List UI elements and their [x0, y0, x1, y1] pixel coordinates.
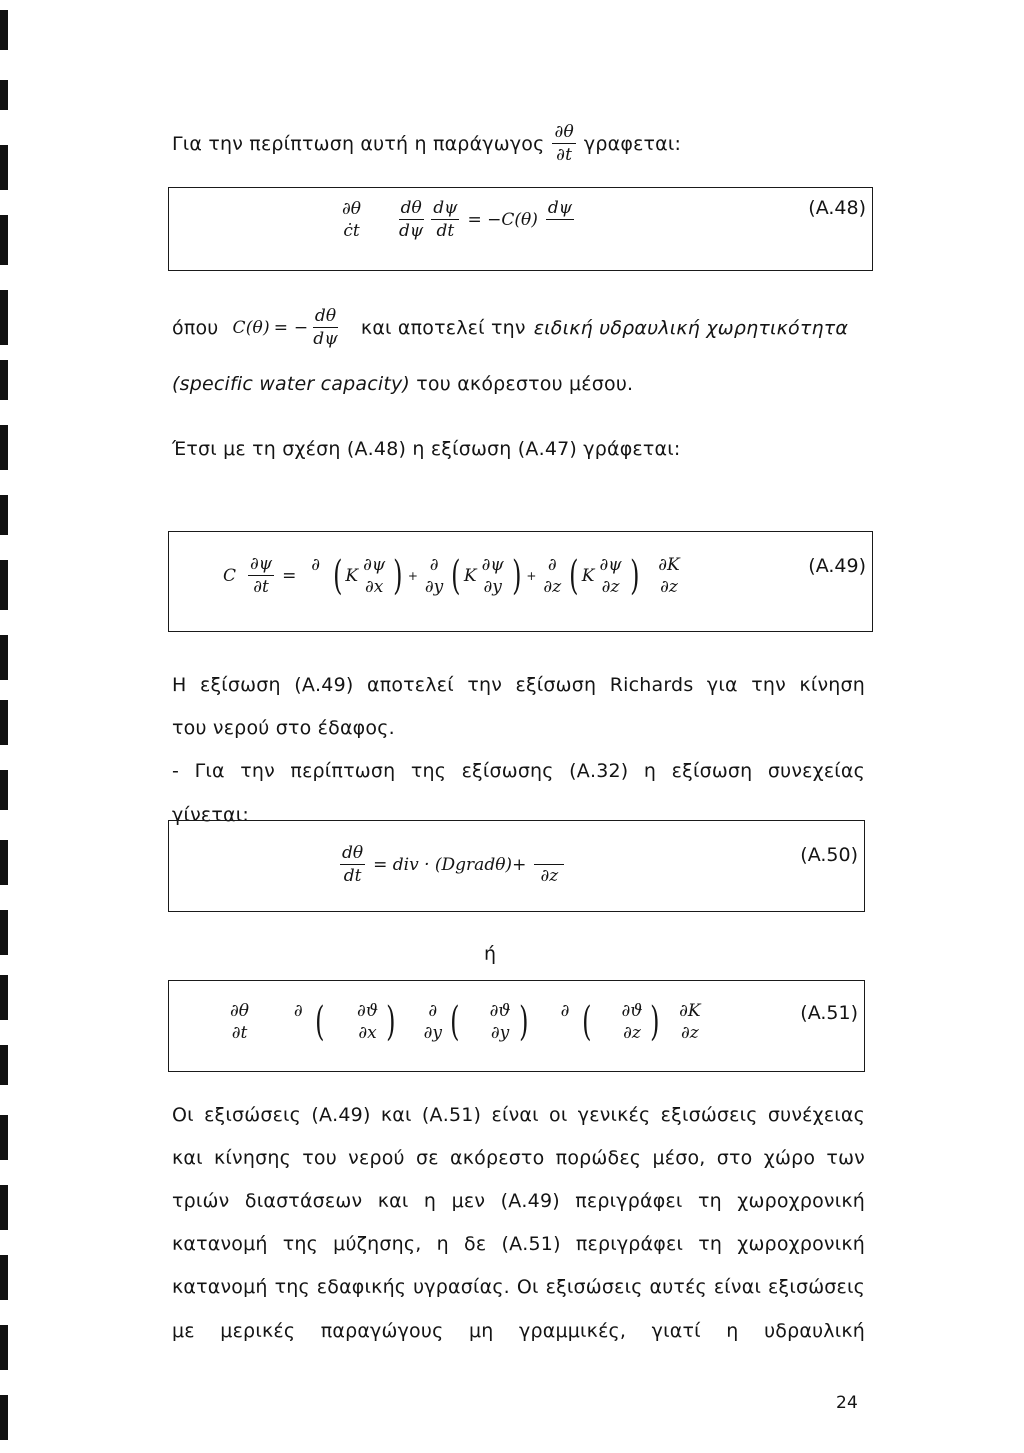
- scan-edge-bar: [0, 1395, 8, 1440]
- specific-text: του ακόρεστου μέσου.: [416, 373, 634, 395]
- scan-edge-bar: [0, 1325, 8, 1370]
- conductivity-symbol: K: [463, 565, 477, 586]
- paragraph-line-4: κατανομή της μύζησης, η δε (Α.51) περιγράφει τη χωροχρονική: [172, 1233, 865, 1255]
- paren-open: (: [450, 999, 460, 1045]
- fraction: [304, 555, 326, 597]
- case-line-1: - Για την περίπτωση της εξίσωσης (Α.32) η εξίσωση συνεχείας: [172, 760, 865, 782]
- specific-line: [172, 372, 633, 396]
- fraction-numerator: dθ: [342, 843, 364, 863]
- fraction: [546, 198, 574, 241]
- paren-open: (: [315, 999, 325, 1045]
- fraction-denominator: ∂x: [364, 576, 384, 597]
- specific-term: (specific water capacity): [172, 373, 411, 395]
- scan-edge-bar: [0, 840, 8, 885]
- paragraph-line-6: με μερικές παραγώγους μη γραμμικές, γιατί η υδραυλική: [172, 1320, 865, 1342]
- fraction-numerator: dθ: [314, 306, 337, 326]
- equation-a50: [337, 843, 567, 886]
- scan-edge-bar: [0, 425, 8, 470]
- scan-edge-bar: [0, 1045, 8, 1085]
- fraction-numerator: ∂: [293, 1001, 303, 1021]
- paren-close: ): [629, 552, 640, 599]
- fraction-denominator: ∂y: [424, 576, 444, 597]
- paren-close: ): [386, 999, 396, 1045]
- scan-edge-bar: [0, 360, 8, 400]
- fraction: [431, 198, 459, 241]
- fraction: [554, 1001, 576, 1043]
- fraction-denominator: ∂z: [680, 1023, 699, 1043]
- scan-edge-bar: [0, 215, 8, 265]
- fraction: [534, 843, 564, 886]
- fraction-numerator: ∂: [547, 554, 557, 575]
- scan-edge-bar: [0, 560, 8, 610]
- fraction: [422, 1001, 444, 1043]
- fraction-numerator: dψ: [433, 198, 458, 218]
- case-line-2: γίνεται:: [172, 804, 249, 826]
- fraction-numerator: ∂: [560, 1001, 570, 1021]
- equation-a49: [223, 554, 685, 597]
- paren-close: ): [650, 999, 660, 1045]
- fraction: [488, 1001, 513, 1043]
- fraction-denominator: dt: [343, 866, 362, 886]
- fraction-numerator: ∂θ: [554, 122, 574, 142]
- fraction: [287, 1001, 309, 1043]
- intro-line: [172, 122, 681, 165]
- thus-line: Έτσι με τη σχέση (Α.48) η εξίσωση (Α.47) γράφεται:: [172, 438, 681, 460]
- fraction-denominator: ∂t: [231, 1023, 248, 1043]
- fraction: [397, 198, 425, 241]
- fraction-denominator: ∂t: [556, 145, 573, 165]
- scan-edge-bar: [0, 290, 8, 345]
- equation-a51: [225, 1001, 706, 1043]
- equation-box-a51: [168, 980, 865, 1072]
- fraction: [656, 555, 682, 597]
- fraction-denominator: ∂z: [623, 1023, 641, 1043]
- scan-edge-bar: [0, 145, 8, 190]
- fraction-numerator: ∂: [311, 554, 320, 575]
- fraction: [620, 1001, 645, 1043]
- scan-edge-bar: [0, 1255, 8, 1300]
- equation-operator: = div · (Dgradθ)+: [373, 854, 527, 875]
- fraction: [677, 1001, 703, 1043]
- fraction-denominator: ċt: [343, 220, 360, 241]
- equation-box-a50: [168, 820, 865, 912]
- conductivity-symbol: K: [345, 565, 359, 586]
- fraction-denominator: ∂x: [358, 1023, 377, 1043]
- scan-edge-bar: [0, 910, 8, 955]
- paren-close: ): [518, 999, 529, 1045]
- fraction-denominator: dψ: [399, 221, 424, 241]
- equation-number: (A.49): [808, 555, 866, 577]
- equation-operator: = −: [273, 317, 309, 338]
- fraction-numerator: ∂K: [658, 554, 680, 575]
- fraction-numerator: dψ: [547, 198, 573, 218]
- where-text: και αποτελεί την: [360, 316, 526, 339]
- paragraph-line-1: Οι εξισώσεις (Α.49) και (Α.51) είναι οι γενικές εξισώσεις συνέχειας: [172, 1104, 865, 1126]
- fraction-numerator: ∂θ: [342, 198, 362, 219]
- fraction-numerator: ∂ϑ: [357, 1001, 378, 1021]
- intro-text: Για την περίπτωση αυτή η παράγωγος: [172, 132, 545, 155]
- fraction: [311, 306, 340, 349]
- or-word: ή: [484, 943, 497, 965]
- paren-open: (: [569, 552, 579, 599]
- scan-edge-bar: [0, 635, 8, 680]
- equation-operator: +: [526, 568, 537, 583]
- capacity-symbol: C(θ): [232, 317, 270, 338]
- paren-open: (: [332, 552, 343, 599]
- scan-edge-bar: [0, 770, 8, 810]
- equation-number: (A.51): [800, 1002, 858, 1024]
- fraction-numerator: ∂ϑ: [489, 1001, 511, 1021]
- capacity-symbol: C: [223, 565, 237, 586]
- fraction-denominator: ∂t: [253, 577, 269, 597]
- scan-edge-bar: [0, 495, 8, 535]
- fraction-numerator: ∂K: [679, 1001, 701, 1021]
- where-prefix: όπου: [172, 316, 219, 339]
- where-emphasis: ειδική υδραυλική χωρητικότητα: [533, 316, 849, 339]
- fraction: [423, 555, 445, 597]
- fraction-numerator: ∂: [428, 1001, 438, 1021]
- fraction-denominator: ∂y: [483, 576, 502, 597]
- scan-edge-bar: [0, 700, 8, 745]
- paren-open: (: [582, 999, 592, 1045]
- fraction: [248, 554, 274, 597]
- fraction-denominator: ∂z: [660, 576, 678, 597]
- richards-line-1: Η εξίσωση (Α.49) αποτελεί την εξίσωση Richards για την κίνηση: [172, 674, 865, 696]
- fraction-numerator: ∂θ: [230, 1001, 250, 1021]
- scan-edge-bar: [0, 1185, 8, 1230]
- equation-operator: = −C(θ): [467, 209, 538, 230]
- fraction: [597, 555, 623, 597]
- paren-close: ): [393, 552, 403, 599]
- equation-box-a48: [168, 187, 873, 271]
- fraction: [361, 555, 387, 597]
- where-line: [172, 306, 848, 349]
- paren-close: ): [511, 552, 522, 599]
- conductivity-symbol: K: [581, 565, 595, 586]
- scan-edge-bar: [0, 1115, 8, 1160]
- paren-open: (: [451, 552, 461, 599]
- fraction-denominator: ∂z: [601, 576, 620, 597]
- fraction-numerator: dθ: [400, 198, 422, 218]
- richards-line-2: του νερού στο έδαφος.: [172, 717, 395, 739]
- fraction-denominator: ∂z: [543, 576, 562, 597]
- fraction-denominator: ∂y: [490, 1023, 510, 1043]
- equation-operator: =: [282, 565, 297, 586]
- fraction-numerator: ∂: [429, 554, 439, 575]
- fraction-numerator: ∂ψ: [250, 554, 273, 574]
- fraction: [340, 843, 365, 886]
- equation-box-a49: [168, 531, 873, 632]
- scan-edge-bar: [0, 10, 8, 50]
- fraction-denominator: ∂y: [423, 1023, 442, 1043]
- paragraph-line-2: και κίνησης του νερού σε ακόρεστο πορώδες μέσο, στο χώρο των: [172, 1147, 865, 1169]
- fraction: [340, 199, 363, 241]
- paragraph-line-3: τριών διαστάσεων και η μεν (Α.49) περιγράφει τη χωροχρονική: [172, 1190, 865, 1212]
- equation-operator: +: [407, 568, 418, 583]
- fraction-numerator: ∂ϑ: [621, 1001, 643, 1021]
- fraction: [228, 1001, 251, 1043]
- equation-number: (A.48): [808, 197, 866, 219]
- scan-edge-bar: [0, 975, 8, 1020]
- paragraph-line-5: κατανομή της εδαφικής υγρασίας. Οι εξισώσεις αυτές είναι εξισώσεις: [172, 1276, 865, 1298]
- fraction-denominator: ∂z: [540, 866, 559, 886]
- partial-derivative-fraction: [552, 122, 575, 165]
- intro-text-after: γραφεται:: [583, 132, 682, 155]
- fraction-denominator: dψ: [313, 329, 338, 349]
- page-number: 24: [836, 1393, 859, 1413]
- fraction-numerator: ∂ψ: [481, 554, 504, 575]
- scan-edge-bar: [0, 80, 8, 110]
- fraction: [355, 1001, 380, 1043]
- fraction: [480, 555, 506, 597]
- equation-number: (A.50): [800, 844, 858, 866]
- fraction-numerator: ∂ψ: [363, 554, 386, 575]
- equation-a48: [337, 198, 577, 241]
- fraction: [541, 555, 563, 597]
- fraction-denominator: dt: [436, 221, 455, 241]
- fraction-numerator: ∂ψ: [599, 554, 622, 575]
